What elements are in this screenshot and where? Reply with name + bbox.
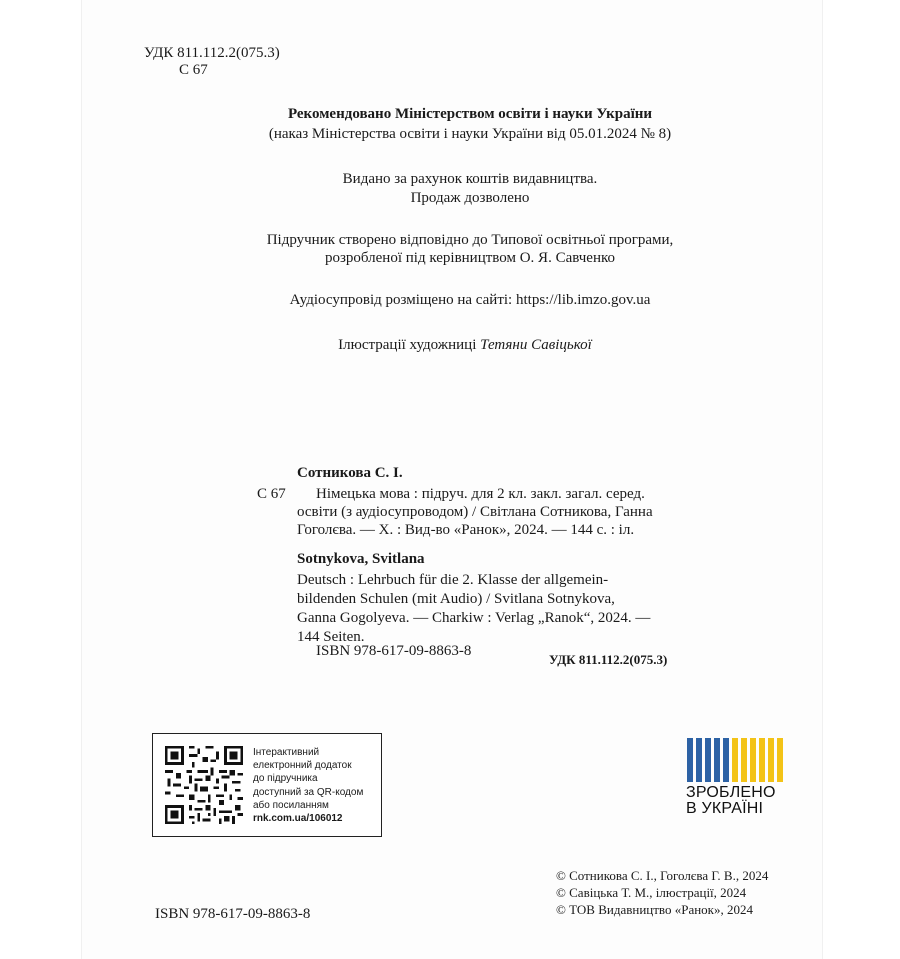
illustrations-credit: [200, 335, 730, 355]
audio-url[interactable]: https://lib.imzo.gov.ua: [515, 292, 651, 308]
ministry-recommendation: Рекомендовано Міністерством освіти і науки України: [287, 106, 653, 122]
made-in-ukraine-text: ЗРОБЛЕНО В УКРАЇНІ: [686, 784, 776, 817]
catalog-code-card: С 67: [257, 486, 286, 502]
bib-de-line-2: bildenden Schulen (mit Audio) / Svitlana Sotnykova,: [297, 591, 615, 607]
author-ua: Сотникова С. І.: [297, 465, 403, 481]
isbn-bottom: ISBN 978-617-09-8863-8: [155, 906, 311, 922]
program-line-1: Підручник створено відповідно до Типової освітньої програми,: [266, 232, 674, 248]
catalog-code-top: С 67: [179, 62, 208, 78]
audio-support: [200, 290, 740, 310]
qr-description: Інтерактивний електронний додаток до підручника доступний за QR-кодом або посиланням rnk.com.ua/106012: [253, 746, 379, 825]
bib-de-line-3: Ganna Gogolyeva. — Charkiw : Verlag „Ranok“, 2024. —: [297, 610, 651, 626]
illustrator-name: Тетяни Савіцької: [480, 337, 592, 353]
copyright-2: © Савіцька Т. М., ілюстрації, 2024: [556, 885, 747, 900]
isbn-card: ISBN 978-617-09-8863-8: [316, 643, 472, 659]
udc-top: УДК 811.112.2(075.3): [144, 45, 280, 61]
copyright-3: © ТОВ Видавництво «Ранок», 2024: [556, 902, 753, 917]
qr-block: [152, 733, 382, 837]
ministry-order: (наказ Міністерства освіти і науки України від 05.01.2024 № 8): [268, 126, 672, 142]
illustrations-label: Ілюстрації художниці: [338, 337, 477, 353]
bib-ua-line-1: Німецька мова : підруч. для 2 кл. закл. загал. серед.: [316, 486, 645, 502]
udc-card: УДК 811.112.2(075.3): [549, 652, 668, 667]
publisher-funding: Видано за рахунок коштів видавництва.: [342, 171, 598, 187]
bib-de-line-1: Deutsch : Lehrbuch für die 2. Klasse der allgemein-: [297, 572, 609, 588]
copyright-1: © Сотникова С. І., Гоголєва Г. В., 2024: [556, 868, 769, 883]
qr-code-icon[interactable]: [165, 746, 243, 824]
program-line-2: розробленої під керівництвом О. Я. Савченко: [324, 250, 615, 266]
author-de: Sotnykova, Svitlana: [297, 551, 425, 567]
bib-ua-line-3: Гоголєва. — Х. : Вид-во «Ранок», 2024. — 144 с. : іл.: [297, 522, 635, 538]
qr-link[interactable]: rnk.com.ua/106012: [253, 813, 343, 825]
audio-label: Аудіосупровід розміщено на сайті:: [289, 292, 513, 308]
sale-permitted: Продаж дозволено: [410, 190, 530, 206]
bib-ua-line-2: освіти (з аудіосупроводом) / Світлана Сотникова, Ганна: [297, 504, 653, 520]
bib-de-line-4: 144 Seiten.: [297, 629, 365, 645]
